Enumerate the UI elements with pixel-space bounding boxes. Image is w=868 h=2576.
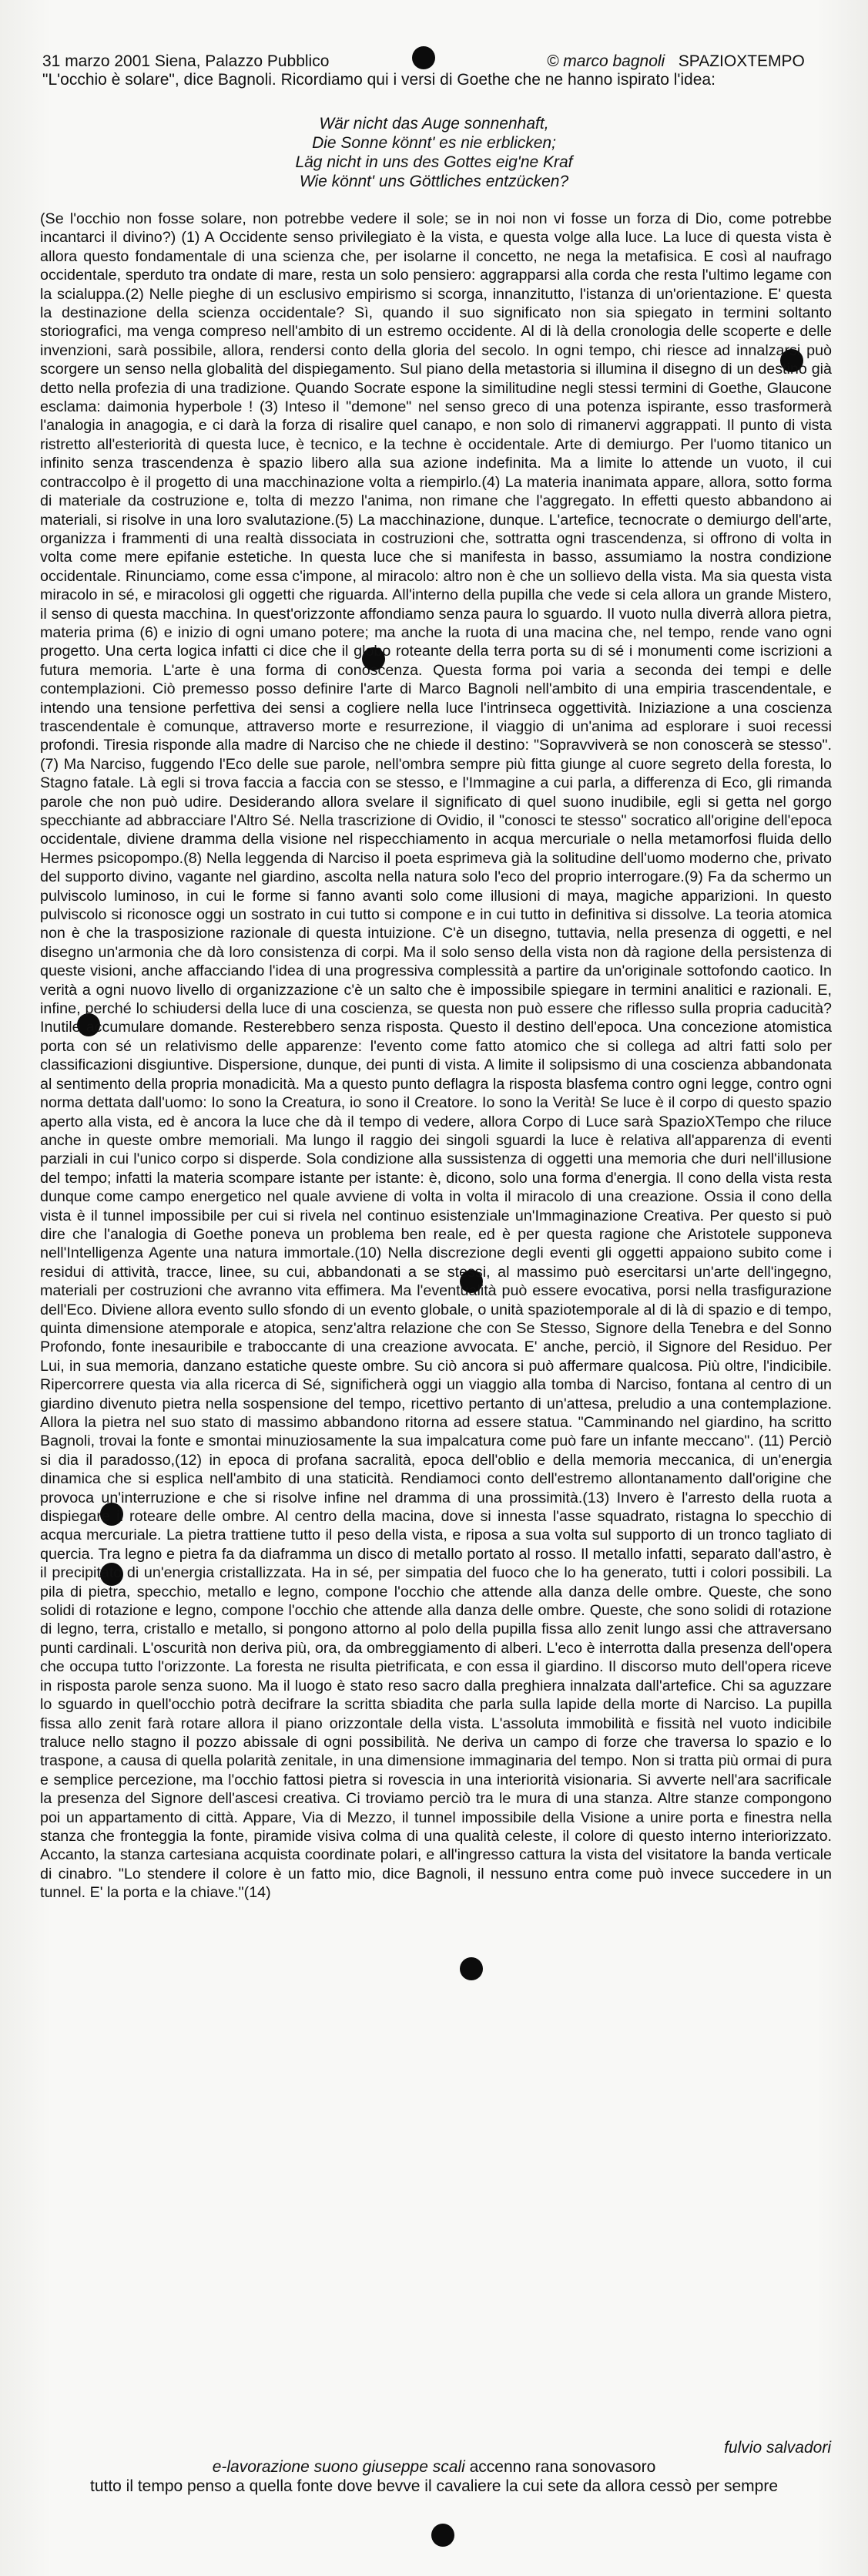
poem-line: Wie könnt' uns Göttliches entzücken? — [299, 173, 569, 190]
copyright-author: © marco bagnoli — [547, 52, 665, 70]
closing-line: tutto il tempo penso a quella fonte dove bevve il cavaliere la cui sete da allora cessò per sempre — [89, 2477, 778, 2495]
sound-credit-rest: accenno rana sonovasoro — [469, 2458, 656, 2476]
poem-line: Läg nicht in uns des Gottes eig'ne Kraf — [295, 153, 573, 171]
gallery-name: SPAZIOXTEMPO — [678, 52, 805, 70]
essay-body — [40, 210, 832, 2437]
credits-line — [0, 2458, 868, 2477]
sound-credit: e-lavorazione suono giuseppe scali — [212, 2458, 465, 2476]
goethe-poem — [0, 114, 868, 191]
intro-line: "L'occhio è solare", dice Bagnoli. Ricordiamo qui i versi di Goethe che ne hanno ispirato l'idea: — [42, 71, 716, 89]
essay-paragraph: (Se l'occhio non fosse solare, non potrebbe vedere il sole; se in noi non vi fosse un forza di Dio, come potrebbe incantarci il divino?) (1) A Occidente senso privilegiato è la vista, e questa volge alla luce. La luce di questa vista è allora questo fondamentale di una scienza che, per isolarne il concetto, ne nega la metafisica. E così al naufrago occidentale, sperduto tra ondate di mare, resta un solo pensiero: aggrapparsi alla corda che resta l'ultimo legame con la scialuppa.(2) Nelle pieghe di un esclusivo empirismo si scorga, innanzitutto, l'istanza di un'orientazione. E' questa la destinazione della scienza occidentale? Sì, quando il suo significato non sia spiegato in termini soltanto storiografici, ma venga compreso nell'ambito di un estremo occidente. Al di là della cronologia delle scoperte e delle invenzioni, sarà possibile, allora, rendersi conto della gloria del secolo. In ogni tempo, chi riesce ad innalzarsi può scorgere un senso nella globalità del dispiegamento. Sul piano della metastoria si illumina il disegno di un destino già detto nella profezia di una tradizione. Quando Socrate espone la similitudine negli stessi termini di Goethe, Glaucone esclama: daimonia hyperbole ! (3) Inteso il "demone" nel senso greco di una potenza ispirante, esso trasformerà l'analogia in anagogia, e ci darà la forza di risalire quel canapo, e non solo di rimanervi aggrappati. Il punto di vista ristretto all'esteriorità di questa luce, è tecnico, e la techne è occidentale. Arte di demiurgo. Per l'uomo titanico un infinito senza trascendenza è spazio libero alla sua azione indefinita. Ma a limite lo attende un vuoto, il cui contraccolpo è il progetto di una macchinazione volta a riempirlo.(4) La materia inanimata appare, allora, sotto forma di materiale da costruzione e, tolta di mezzo l'anima, non rimane che l'aggregato. In effetti questo abbandono ai materiali, si risolve in una loro svalutazione.(5) La macchinazione, dunque. L'artefice, tecnocrate o demiurgo dell'arte, organizza i frammenti di una realtà dissociata in costruzioni che, sottratta ogni trascendenza, si offrono di volta in volta come mere epifanie estetiche. In questa luce che si manifesta in basso, assumiamo la nostra condizione occidentale. Rinunciamo, come essa c'impone, al miracolo: altro non è che un sollievo della vista. Ma sia questa vista miracolo in sé, e miracolosi gli oggetti che riguarda. All'interno della pupilla che vede si cela allora un grande Mistero, il senso di questa macchina. In quest'orizzonte affondiamo senza paura lo sguardo. Il vuoto nulla diverrà allora pietra, materia prima (6) e inizio di ogni umano potere; ma anche la ruota di una macina che, nel tempo, rende vano ogni progetto. Una certa logica infatti ci dice che il globo roteante della terra porta su di sé i monumenti come iscrizioni a futura memoria. L'arte è una forma di conoscenza. Questa forma poi varia a seconda dei tempi e delle contemplazioni. Ciò premesso posso definire l'arte di Marco Bagnoli nell'ambito di una empiria trascendentale, e intendo una tensione perfettiva dei sensi a cogliere nella luce l'intrinseca oggettività. Iniziazione a una coscienza trascendentale è comunque, attraverso morte e resurrezione, il viaggio di un'anima ad esplorare i suoi recessi profondi. Tiresia risponde alla madre di Narciso che ne chiede il destino: "Sopravviverà se non conoscerà se stesso".(7) Ma Narciso, fuggendo l'Eco delle sue parole, nell'ombra sempre più fitta giunge al cuore segreto della foresta, lo Stagno fatale. Là egli si trova faccia a faccia con se stesso, e l'Immagine a cui parla, a differenza di Eco, gli rimanda parole che non può udire. Desiderando allora svelare il significato di quel suono inudibile, egli si getta nel gorgo specchiante ad abbracciare l'Altro Sé. Nella trascrizione di Ovidio, il "conosci te stesso" socratico all'origine dell'epoca occidentale, diviene dramma della visione nel rispecchiamento in acqua mercuriale o nella metamorfosi fluida dello Hermes psicopompo.(8) Nella leggenda di Narciso il poeta esprimeva già la solitudine dell'uomo moderno che, privato del supporto divino, vagante nel giardino, ascolta nella natura solo l'eco del proprio interrogare.(9) Fa da schermo un pulviscolo luminoso, in cui le forme si fanno avanti solo come illusioni di maya, magiche apparizioni. In questo pulviscolo si riconosce oggi un sostrato in cui tutto si compone e in cui tutto in definitiva si dissolve. La teoria atomica non è che la trasposizione razionale di questa intuizione. C'è un disegno, tuttavia, nella presenza di oggetti, e nel disegno un'armonia che dà loro consistenza di corpi. Ma il solo senso della vista non dà ragione della persistenza di queste visioni, anche affacciando l'idea di una progressiva complessità a partire da un'originale sottofondo caotico. In verità a ogni nuovo livello di organizzazione c'è un salto che è impossibile spiegare in termini analitici e razionali. E, infine, perché lo schiudersi della luce di una coscienza, se questa non può essere che riflesso sulla propria caducità? Inutile accumulare domande. Resterebbero senza risposta. Questo il destino dell'epoca. Una concezione atomistica porta con sé un relativismo delle apparenze: l'evento come fatto atomico che si collega ad altri fatti solo per classificazioni disgiuntive. Dispersione, dunque, dei punti di vista. A limite il solipsismo di una coscienza abbandonata al sentimento della propria monadicità. Ma a questo punto deflagra la risposta blasfema contro ogni legge, contro ogni norma dettata dall'uomo: Io sono la Creatura, io sono il Creatore. Io sono la Verità! Se luce è il corpo di questo spazio aperto alla vista, ed è ancora la luce che dà il tempo di vedere, allora Corpo di Luce sarà SpazioXTempo che riluce anche in queste ombre memoriali. Ma lungo il raggio dei singoli sguardi la luce è relativa all'apparenza di eventi parziali in cui l'unico corpo si disperde. Sola condizione alla sussistenza di oggetti una memoria che duri nell'illusione del tempo; infatti la materia scompare istante per istante: è, dicono, solo una forma d'energia. Il cono della vista resta dunque come campo energetico nel quale avviene di volta in volta il miracolo di una creazione. Ossia il cono della vista è il tunnel impossibile per cui si rivela nel continuo esistenziale un'Immaginazione Creativa. Per questo si può dire che l'analogia di Goethe poneva un problema ben reale, ed è per questa ragione che Aristotele supponeva nell'Intelligenza Agente una natura immortale.(10) Nella discrezione degli eventi gli oggetti appaiono subito come i residui di attività, tracce, linee, su cui, abbandonati a se stessi, al massimo può esercitarsi un'arte dell'ingegno, materiali per costruzioni che avranno vita effimera. Ma l'eventualità può essere evocativa, porsi nella trasfigurazione dell'Eco. Diviene allora evento sullo sfondo di un evento globale, o unità spaziotemporale al di là di spazio e di tempo, quinta dimensione atemporale e atopica, senz'altra relazione che con Se Stesso, Signore della Tenebra e del Sonno Profondo, fonte inesauribile e traboccante di una creazione avvocata. E' anche, perciò, il Signore del Residuo. Per Lui, in sua memoria, danzano estatiche queste ombre. Su ciò ancora si può affermare qualcosa. Più oltre, l'indicibile. Ripercorrere questa via alla ricerca di Sé, significherà oggi un viaggio alla tomba di Narciso, fontana al centro di un giardino divenuto pietra nella sospensione del tempo, ricettivo pertanto di un'attesa, preludio a una contemplazione. Allora la pietra nel suo stato di massimo abbandono ritorna ad essere statua. "Camminando nel giardino, ha scritto Bagnoli, trovai la fonte e smontai minuziosamente la sua impalcatura come può fare un infante meccano". (11) Perciò si dia il paradosso,(12) in epoca di profana sacralità, epoca dell'oblio e della memoria meccanica, di un'energia dinamica che si esplica nell'ambito di una staticità. Rendiamoci conto dell'estremo allontanamento dall'origine che provoca un'interruzione e che si risolve infine nel dramma di una prossimità.(13) Invero è l'arresto della ruota a dispiegare il roteare delle ombre. Al centro della macina, dove si innesta l'asse squadrato, ristagna lo specchio di acqua mercuriale. La pietra trattiene tutto il peso della vista, e riposa a sua volta sul supporto di un tronco tagliato di quercia. Tra legno e pietra fa da diaframma un disco di metallo portato al rosso. Il metallo infatti, separato dall'astro, è il precipitato di un'energia cristallizzata. Ha in sé, per simpatia del fuoco che lo ha generato, tutti i colori possibili. La pila di pietra, specchio, metallo e legno, compone l'occhio che attende alla danza delle ombre. Queste, che sono solidi di rotazione e legno, compone l'occhio che attende alla danza delle ombre. Queste, che sono solidi di rotazione di legno, terra, cristallo e metallo, si pongono attorno al polo della pupilla fissa allo zenit lungo assi che attraversano punti cardinali. L'oscurità non deriva più, ora, da ombreggiamento di alberi. L'eco è interrotta dalla presenza dell'opera che occupa tutto l'orizzonte. La foresta ne risulta pietrificata, e con essa il giardino. Il discorso muto dell'opera riceve in risposta parole senza suono. Ma il luogo è stato reso sacro dalla preghiera innalzata dall'artefice. Chi sa aguzzare lo sguardo in quell'occhio potrà decifrare la scritta sbiadita che parla sulla lapide della morte di Narciso. La pupilla fissa allo zenit farà rotare allora il piano orizzontale della vista. L'assoluta immobilità e fissità nel vuoto indicibile traluce nello stagno il pozzo abissale di ogni possibilità. Ne deriva un campo di forze che traversa lo spazio e lo traspone, a causa di quella polarità zenitale, in una dimensione immaginaria del tempo. Non si tratta più ormai di pura e semplice percezione, ma l'occhio fattosi pietra si rovescia in una interiorità visionaria. Si avverte nell'ara sacrificale la presenza del Signore dell'ascesi creativa. Ci troviamo perciò tra le mura di una stanza. Altre stanze compongono poi un appartamento di città. Appare, Via di Mezzo, il tunnel impossibile della Visione a unire porta e finestra nella stanza che fronteggia la fonte, piramide visiva colma di una qualità celeste, il colore di questo interno interiorizzato. Accanto, la stanza cartesiana acquista coordinate polari, e all'ingresso cattura la vista del visitatore la banda verticale di cinabro. "Lo stendere il colore è un fatto mio, dice Bagnoli, il nessuno entra come può invece succedere in un tunnel. E' la porta e la chiave."(14) — [40, 210, 832, 1902]
poem-line: Wär nicht das Auge sonnenhaft, — [319, 115, 549, 133]
punch-hole-top — [412, 46, 435, 69]
date-place: 31 marzo 2001 Siena, Palazzo Pubblico — [42, 52, 330, 70]
punch-hole-bottom — [431, 2524, 454, 2547]
author-signature: fulvio salvadori — [724, 2439, 831, 2457]
poem-line: Die Sonne könnt' es nie erblicken; — [312, 134, 556, 152]
credits — [547, 52, 805, 71]
